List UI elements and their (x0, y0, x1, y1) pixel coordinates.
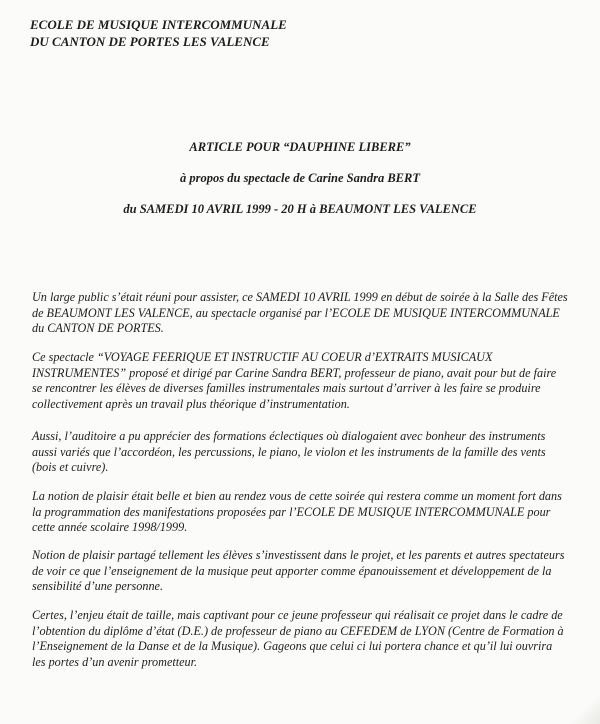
article-title: ARTICLE POUR “DAUPHINE LIBERE” (189, 140, 411, 154)
header-line-1: ECOLE DE MUSIQUE INTERCOMMUNALE (30, 17, 287, 32)
paragraph: Certes, l’enjeu était de taille, mais captivant pour ce jeune professeur qui réalisait ce projet dans le cadre de l’obtention du diplôme d’état (D.E.) de professeur de piano au CEFEDEM de LYON (Centre de Formation à l’Enseignement de la Danse et de la Musique). Gageons que celui ci lui portera chance et qu’il lui ouvrira les portes d’un avenir prometteur. (32, 608, 564, 669)
paragraph: Un large public s’était réuni pour assister, ce SAMEDI 10 AVRIL 1999 en début de soirée à la Salle des Fêtes de BEAUMONT LES VALENCE, au spectacle organisé par l’ECOLE DE MUSIQUE INTERCOMMUNALE du CANTON DE PORTES. (32, 290, 568, 335)
school-header (30, 16, 287, 50)
paragraph-4-block (32, 489, 568, 536)
paragraph-2-block (32, 350, 568, 412)
paper-shadow (560, 684, 600, 724)
paragraph: Notion de plaisir partagé tellement les élèves s’investissent dans le projet, et les parents et autres spectateurs de voir ce que l’enseignement de la musique peut apporter comme épanouissement et développement de la sensibilité d’une personne. (32, 548, 565, 593)
paragraph: Ce spectacle “VOYAGE FEERIQUE ET INSTRUCTIF AU COEUR d’EXTRAITS MUSICAUX INSTRUMENTES” proposé et dirigé par Carine Sandra BERT, professeur de piano, avait pour but de faire se rencontrer les élèves de diverses familles instrumentales mais surtout d’arriver à les faire se produire collectivement après un travail plus théorique d’instrumentation. (32, 350, 557, 411)
paragraph: Aussi, l’auditoire a pu apprécier des formations éclectiques où dialogaient avec bonheur des instruments aussi variés que l’accordéon, les percussions, le piano, le violon et les instruments de la famille des vents (bois et cuivre). (32, 429, 546, 474)
paragraph-6-block (32, 608, 568, 670)
paragraph-1-block (32, 290, 568, 337)
paragraph: La notion de plaisir était belle et bien au rendez vous de cette soirée qui restera comme un moment fort dans la programmation des manifestations proposées par l’ECOLE DE MUSIQUE INTERCOMMUNALE pour cette année scolaire 1998/1999. (32, 489, 562, 534)
article-date-line: du SAMEDI 10 AVRIL 1999 - 20 H à BEAUMONT LES VALENCE (123, 202, 477, 216)
paragraph-3-block (32, 429, 568, 476)
paragraph-5-block (32, 548, 568, 595)
article-subtitle: à propos du spectacle de Carine Sandra BERT (180, 171, 420, 185)
header-line-2: DU CANTON DE PORTES LES VALENCE (30, 34, 270, 49)
